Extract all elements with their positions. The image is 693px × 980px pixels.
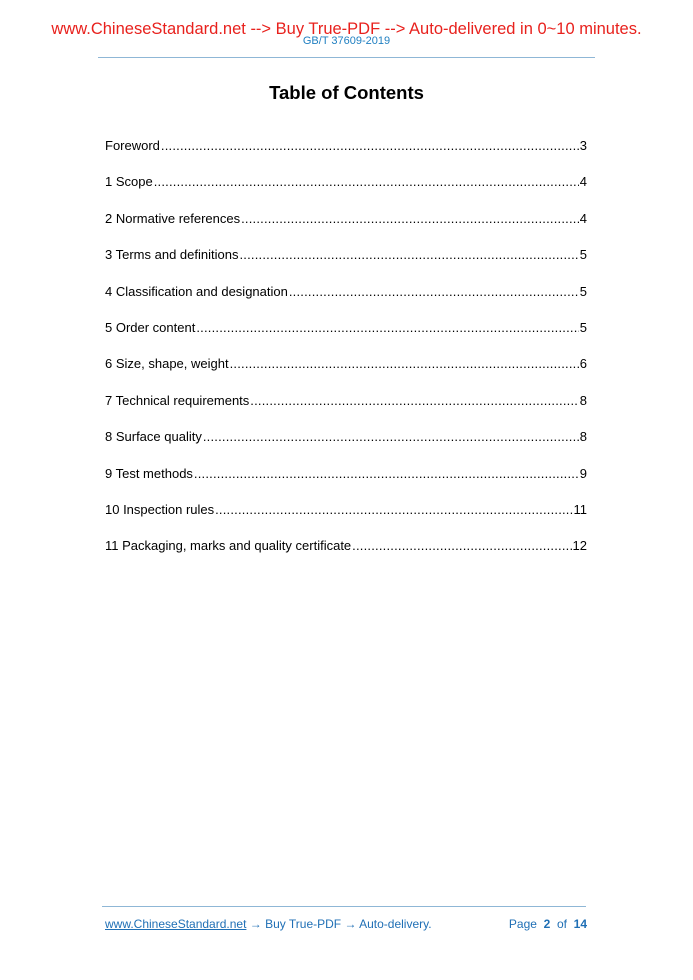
of-word: of [556,917,567,931]
footer-divider [102,906,586,907]
toc-entry-label: 1 Scope [105,174,153,190]
toc-entry-label: 3 Terms and definitions [105,247,239,263]
toc-entry-label: 7 Technical requirements [105,392,250,408]
footer-promo-text: → Buy True-PDF → Auto-delivery. [246,917,432,931]
toc-entry-page: 5 [579,247,587,263]
toc-leader-dots [203,429,579,445]
toc-entry-page: 4 [579,174,587,190]
footer-site-link[interactable]: www.ChineseStandard.net [105,917,247,931]
toc-leader-dots [161,138,579,154]
toc-entry-foreword[interactable] [105,138,587,174]
page-indicator [509,916,587,932]
toc-entry-packaging-marks[interactable] [105,538,587,574]
current-page-number: 2 [543,917,551,931]
toc-entry-page: 4 [579,210,587,226]
toc-leader-dots [239,247,578,263]
footer-promo [105,916,432,932]
total-page-count: 14 [573,917,587,931]
header-divider [98,57,595,58]
toc-leader-dots [215,502,572,518]
toc-entry-page: 8 [579,392,587,408]
toc-entry-label: 6 Size, shape, weight [105,356,229,372]
toc-entry-label: Foreword [105,138,160,153]
toc-leader-dots [230,356,579,372]
toc-entry-order-content[interactable] [105,320,587,356]
toc-leader-dots [352,538,571,554]
toc-entry-page: 11 [573,501,587,517]
toc-entry-page: 5 [579,319,587,335]
toc-entry-label: 4 Classification and designation [105,283,288,299]
toc-entry-page: 12 [572,538,587,554]
toc-entry-label: 2 Normative references [105,210,241,226]
toc-entry-size-shape-weight[interactable] [105,356,587,392]
page-title: Table of Contents [269,82,424,103]
toc-entry-technical-requirements[interactable] [105,393,587,429]
toc-entry-label: 5 Order content [105,319,196,335]
toc-entry-page: 5 [579,283,587,299]
toc-entry-label: 8 Surface quality [105,429,202,445]
toc-leader-dots [241,211,579,227]
toc-entry-page: 6 [579,356,587,372]
toc-entry-page: 8 [579,429,587,445]
toc-entry-terms-and-definitions[interactable] [105,247,587,283]
page-word: Page [508,917,537,931]
toc-entry-normative-references[interactable] [105,211,587,247]
toc-entry-label: 10 Inspection rules [105,501,215,517]
toc-leader-dots [196,320,578,336]
toc-entry-label: 9 Test methods [105,465,193,481]
toc-entry-classification[interactable] [105,284,587,320]
toc-entry-page: 3 [579,138,587,153]
toc-leader-dots [289,284,579,300]
table-of-contents [105,138,587,575]
toc-entry-inspection-rules[interactable] [105,502,587,538]
toc-entry-scope[interactable] [105,174,587,210]
page-footer [105,916,587,932]
toc-entry-test-methods[interactable] [105,466,587,502]
toc-entry-label: 11 Packaging, marks and quality certificate [105,538,352,554]
promo-banner: www.ChineseStandard.net --> Buy True-PDF --> Auto-delivered in 0~10 minutes. [51,20,642,38]
toc-entry-surface-quality[interactable] [105,429,587,465]
toc-entry-page: 9 [579,465,587,481]
toc-leader-dots [154,174,579,190]
toc-leader-dots [250,393,578,409]
standard-code: GB/T 37609-2019 [302,35,391,47]
toc-leader-dots [194,466,579,482]
